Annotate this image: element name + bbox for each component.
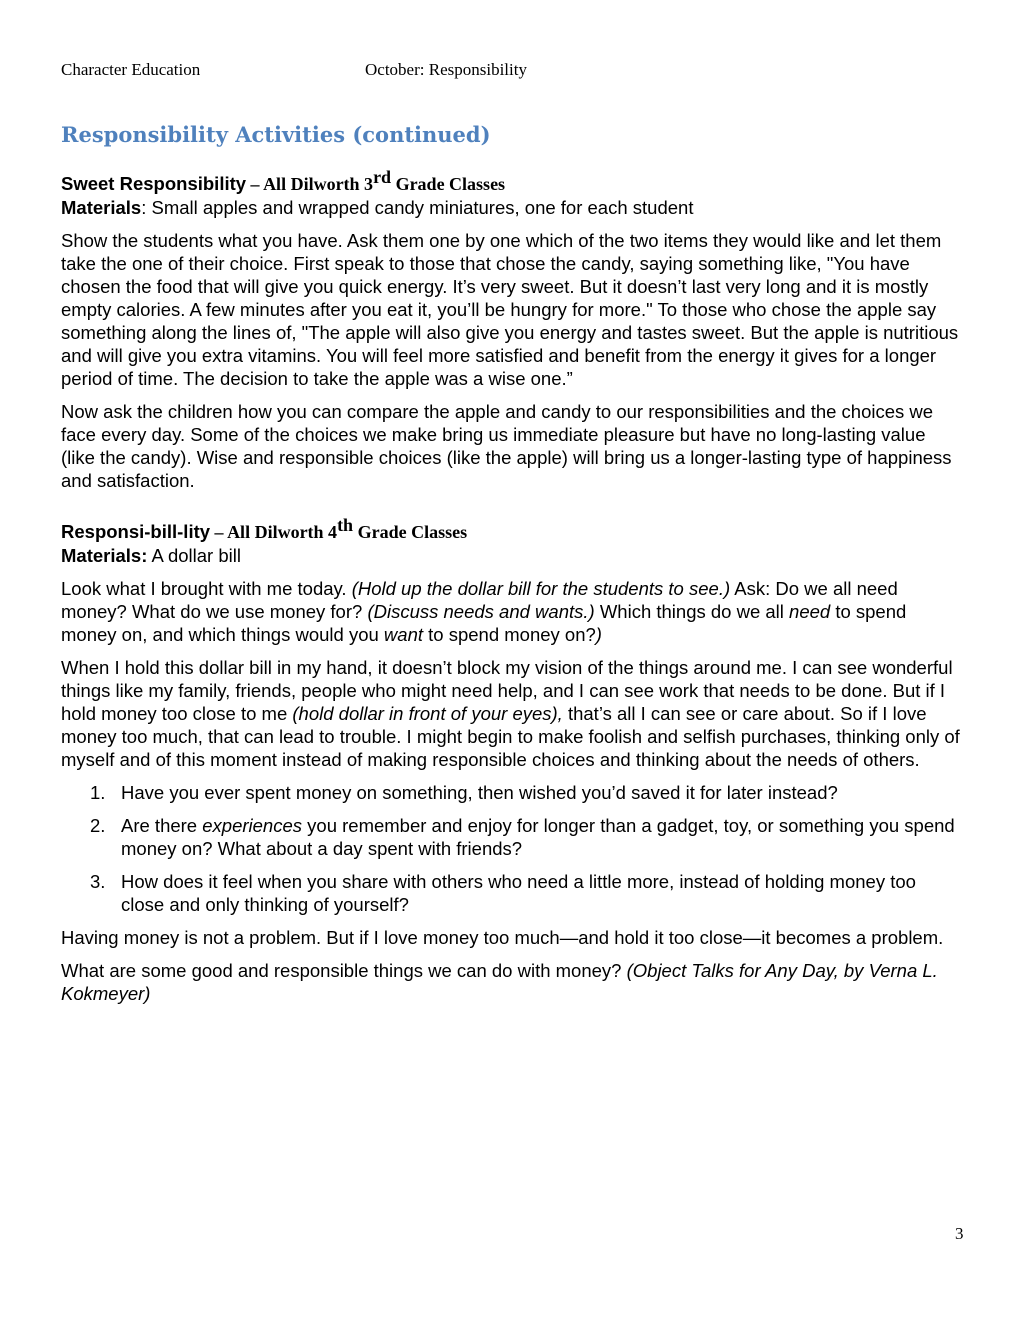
paragraph: Having money is not a problem. But if I love money too much—and hold it too close—it becomes a problem. <box>61 927 944 948</box>
list-item: 3. How does it feel when you share with others who need a little more, instead of holding money too close and only thinking of yourself? <box>90 871 916 915</box>
materials-line: Materials: Small apples and wrapped candy miniatures, one for each student <box>61 197 694 218</box>
paragraph: Look what I brought with me today. (Hold up the dollar bill for the students to see.) Ask: Do we all need money? What do we use money for? (Discuss needs and wants.) Which things do we all need to spend money on, and which things would you want to spend money on?) <box>61 578 907 645</box>
paragraph: Show the students what you have. Ask them one by one which of the two items they would like and let them take the one of their choice. First speak to those that chose the candy, saying something like, "You have chosen the food that will give you quick energy. It’s very sweet. But it doesn’t last very long and it is mostly empty calories. A few minutes after you eat it, you’ll be hungry for more." To those who chose the apple say something along the lines of, "The apple will also give you energy and tastes sweet. But the apple is nutritious and will give you extra vitamins. You will feel more satisfied and benefit from the energy it gives for a longer period of time. The decision to take the apple was a wise one.” <box>61 230 959 389</box>
section-heading-sweet-responsibility: Sweet Responsibility – All Dilworth 3rd Grade Classes <box>61 166 506 194</box>
paragraph: Now ask the children how you can compare the apple and candy to our responsibilities and the choices we face every day. Some of the choices we make bring us immediate pleasure but have no long-lasting value (like the candy). Wise and responsible choices (like the apple) will bring us a longer-lasting type of happiness and satisfaction. <box>61 401 952 491</box>
document-body <box>61 166 961 1015</box>
paragraph: When I hold this dollar bill in my hand, it doesn’t block my vision of the things around me. I can see wonderful things like my family, friends, people who might need help, and I can see work that needs to be done. But if I hold money too close to me (hold dollar in front of your eyes), that’s all I can see or care about. So if I love money too much, that can lead to trouble. I might begin to make foolish and selfish purchases, thinking only of myself and of this moment instead of making responsible choices and thinking about the needs of others. <box>61 657 960 770</box>
page-number: 3 <box>955 1224 964 1243</box>
paragraph: What are some good and responsible things we can do with money? (Object Talks for Any Day, by Verna L. Kokmeyer) <box>61 960 938 1004</box>
page-title: Responsibility Activities (continued) <box>61 122 491 147</box>
list-item: 1. Have you ever spent money on something, then wished you’d saved it for later instead? <box>90 782 838 803</box>
question-list <box>61 781 961 916</box>
header-left: Character Education <box>61 60 201 79</box>
list-item: 2. Are there experiences you remember and enjoy for longer than a gadget, toy, or something you spend money on? What about a day spent with friends? <box>90 815 955 859</box>
section-heading-responsi-bill-lity: Responsi-bill-lity – All Dilworth 4th Grade Classes <box>61 514 468 542</box>
materials-line: Materials: A dollar bill <box>61 545 241 566</box>
header-right: October: Responsibility <box>365 60 527 79</box>
